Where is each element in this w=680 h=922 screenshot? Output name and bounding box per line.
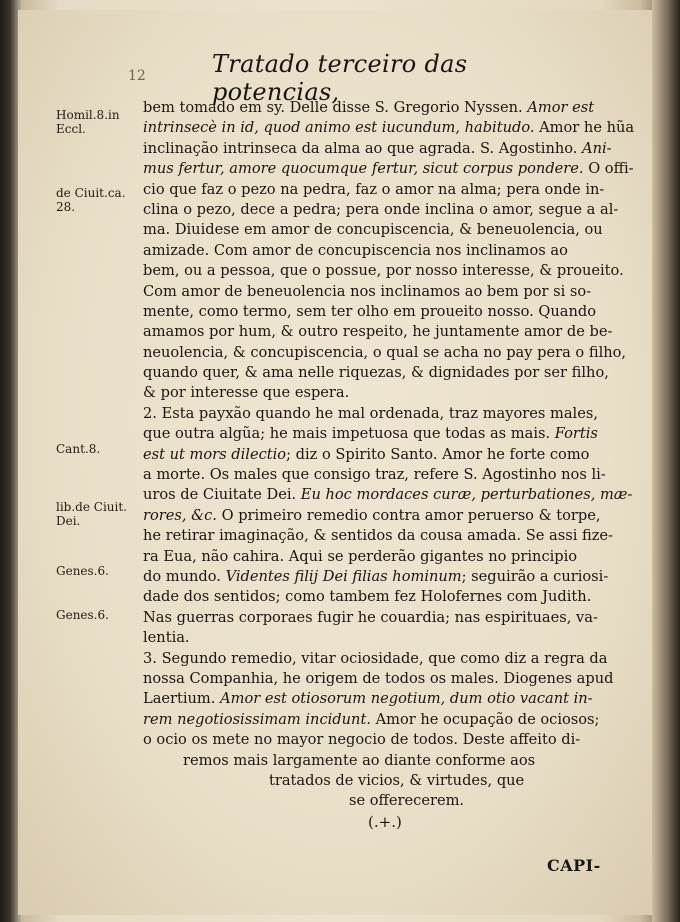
closing-line: o ocio os mete no mayor negocio de todos. Deste affeito di-: [143, 731, 581, 749]
text-line: lentia.: [143, 629, 190, 647]
book-spine: [652, 0, 680, 922]
text-line: cio que faz o pezo na pedra, faz o amor na alma; pera onde in-: [143, 180, 605, 198]
text-line: que outra algũa; he mais impetuosa que todas as mais. Fortis: [143, 425, 598, 443]
text-line: amamos por hum, & outro respeito, he juntamente amor de be-: [143, 323, 613, 341]
text-line: intrinsecè in id, quod animo est iucundum, habitudo. Amor he hũa: [143, 119, 635, 137]
text-line: est ut mors dilectio; diz o Spirito Santo. Amor he forte como: [143, 445, 590, 463]
text-line: bem tomado em sy. Delle disse S. Gregorio Nyssen. Amor est: [143, 99, 595, 116]
margin-note: 28.: [56, 200, 76, 214]
text-line: do mundo. Videntes filij Dei filias hominum; seguirão a curiosi-: [143, 567, 609, 585]
page-number: 12: [128, 68, 146, 84]
margin-note: Dei.: [56, 514, 81, 528]
running-head: Tratado terceiro das potencias,: [212, 50, 468, 106]
body-text: [143, 98, 635, 832]
text-line: 3. Segundo remedio, vitar ociosidade, que como diz a regra da: [143, 649, 608, 667]
signature-mark: (.+.): [368, 812, 402, 831]
text-line: Nas guerras corporaes fugir he couardia; nas espirituaes, va-: [143, 608, 598, 626]
margin-note: Homil.8.in: [56, 108, 120, 122]
margin-note: de Ciuit.ca.: [56, 186, 126, 200]
closing-line: remos mais largamente ao diante conforme aos: [183, 751, 536, 769]
text-line: Com amor de beneuolencia nos inclinamos ao bem por si so-: [143, 282, 592, 300]
text-line: nossa Companhia, he origem de todos os males. Diogenes apud: [143, 669, 614, 687]
text-line: quando quer, & ama nelle riquezas, & dignidades por ser filho,: [143, 364, 609, 382]
text-line: neuolencia, & concupiscencia, o qual se acha no pay pera o filho,: [143, 343, 627, 361]
text-line: uros de Ciuitate Dei. Eu hoc mordaces curæ, perturbationes, mæ-: [143, 486, 633, 504]
text-line: dade dos sentidos; como tambem fez Holofernes com Judith.: [143, 588, 592, 606]
catchword: CAPI-: [547, 856, 601, 875]
closing-line: se offerecerem.: [349, 792, 465, 810]
text-line: & por interesse que espera.: [143, 384, 350, 402]
text-line: rem negotiosissimam incidunt. Amor he ocupação de ociosos;: [143, 710, 600, 728]
text-line: clina o pezo, dece a pedra; pera onde inclina o amor, segue a al-: [143, 200, 619, 218]
text-line: Laertium. Amor est otiosorum negotium, dum otio vacant in-: [143, 690, 593, 708]
closing-line: tratados de vicios, & virtudes, que: [269, 771, 525, 789]
text-line: 2. Esta payxão quando he mal ordenada, traz mayores males,: [143, 404, 598, 422]
text-line: ra Eua, não cahira. Aqui se perderão gigantes no principio: [143, 547, 578, 565]
text-line: mus fertur, amore quocumque fertur, sicut corpus pondere. O offi-: [143, 160, 634, 178]
text-line: rores, &c. O primeiro remedio contra amor peruerso & torpe,: [143, 506, 601, 524]
margin-note: Cant.8.: [56, 442, 101, 456]
margin-note: Eccl.: [56, 122, 86, 136]
margin-note: lib.de Ciuit.: [56, 500, 127, 514]
margin-note: Genes.6.: [56, 608, 109, 622]
text-line: amizade. Com amor de concupiscencia nos inclinamos ao: [143, 241, 568, 259]
text-line: ma. Diuidese em amor de concupiscencia, & beneuolencia, ou: [143, 221, 603, 239]
text-line: bem, ou a pessoa, que o possue, por nosso interesse, & proueito.: [143, 262, 624, 280]
margin-note: Genes.6.: [56, 564, 109, 578]
text-line: a morte. Os males que consigo traz, refere S. Agostinho nos li-: [143, 466, 606, 484]
text-line: mente, como termo, sem ter olho em proueito nosso. Quando: [143, 302, 597, 320]
text-line: he retirar imaginação, & sentidos da cousa amada. Se assi fize-: [143, 527, 613, 545]
text-line: inclinação intrinseca da alma ao que agrada. S. Agostinho. Ani-: [143, 139, 612, 157]
